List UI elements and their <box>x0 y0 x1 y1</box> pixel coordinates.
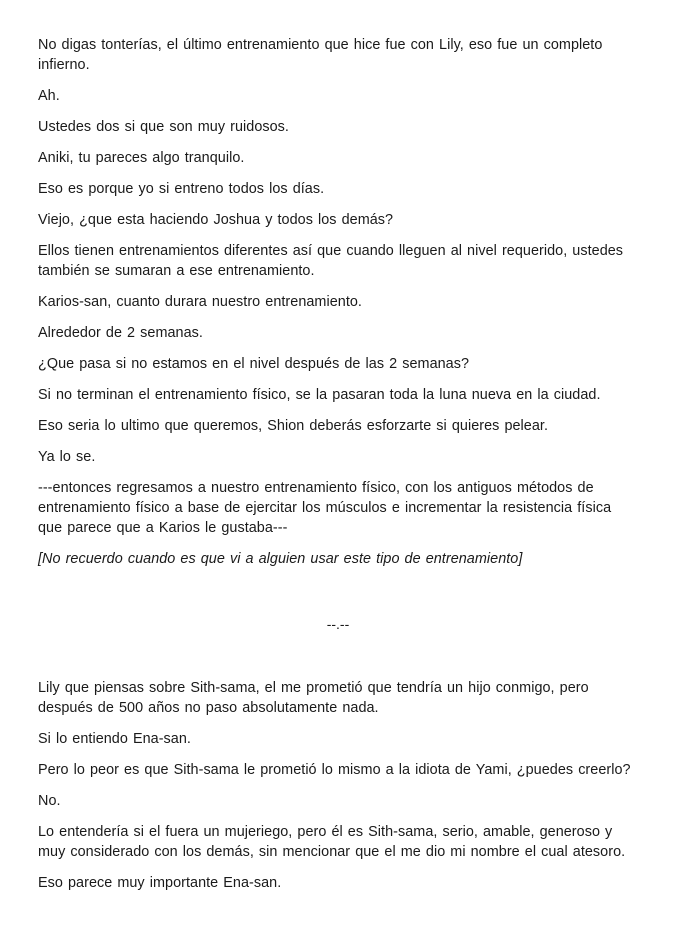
paragraph: Eso seria lo ultimo que queremos, Shion deberás esforzarte si quieres pelear. <box>38 418 548 434</box>
narration-paragraph: ---entonces regresamos a nuestro entrenamiento físico, con los antiguos métodos de entrenamiento físico a base de ejercitar los músculos e incrementar la resistencia física que parece que a Karios le gustaba--- <box>38 480 612 536</box>
paragraph: Pero lo peor es que Sith-sama le prometió lo mismo a la idiota de Yami, ¿puedes creerlo? <box>38 762 631 778</box>
paragraph: Ellos tienen entrenamientos diferentes así que cuando lleguen al nivel requerido, ustedes también se sumaran a ese entrenamiento. <box>38 243 624 279</box>
paragraph: Karios-san, cuanto durara nuestro entrenamiento. <box>38 294 362 310</box>
paragraph: Ustedes dos si que son muy ruidosos. <box>38 119 289 135</box>
paragraph: ¿Que pasa si no estamos en el nivel después de las 2 semanas? <box>38 356 470 372</box>
paragraph: Aniki, tu pareces algo tranquilo. <box>38 150 245 166</box>
thought-paragraph: [No recuerdo cuando es que vi a alguien usar este tipo de entrenamiento] <box>38 551 523 567</box>
scene-separator: --.-- <box>326 616 350 632</box>
paragraph: Ya lo se. <box>38 449 96 465</box>
paragraph: Si lo entiendo Ena-san. <box>38 731 191 747</box>
document-body <box>38 35 638 904</box>
paragraph: Lily que piensas sobre Sith-sama, el me prometió que tendría un hijo conmigo, pero después de 500 años no paso absolutamente nada. <box>38 680 589 716</box>
paragraph: Lo entendería si el fuera un mujeriego, pero él es Sith-sama, serio, amable, generoso y muy considerado con los demás, sin mencionar que el me dio mi nombre el cual atesoro. <box>38 824 626 860</box>
paragraph: Eso parece muy importante Ena-san. <box>38 875 282 891</box>
paragraph: Viejo, ¿que esta haciendo Joshua y todos los demás? <box>38 212 394 228</box>
paragraph: No. <box>38 793 61 809</box>
paragraph: Alrededor de 2 semanas. <box>38 325 203 341</box>
paragraph: Eso es porque yo si entreno todos los días. <box>38 181 325 197</box>
paragraph: No digas tonterías, el último entrenamiento que hice fue con Lily, eso fue un completo infierno. <box>38 37 603 73</box>
paragraph: Ah. <box>38 88 60 104</box>
paragraph: Si no terminan el entrenamiento físico, se la pasaran toda la luna nueva en la ciudad. <box>38 387 601 403</box>
